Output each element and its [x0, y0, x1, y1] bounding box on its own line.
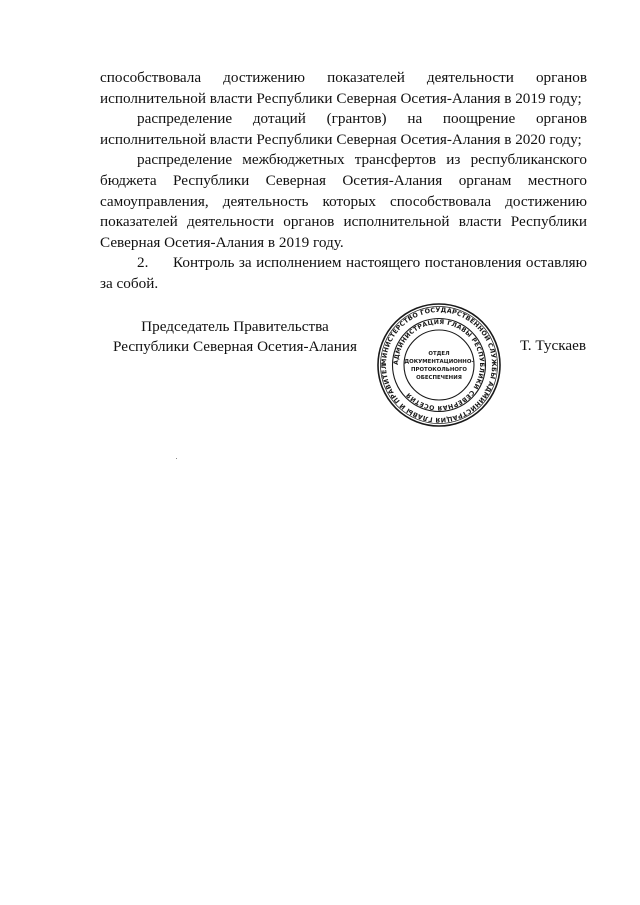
item-number: 2. — [137, 254, 149, 272]
paragraph-1: способствовала достижению показателей деятельности органов исполнительной власти Республики Северная Осетия-Алания в 2019 году; — [100, 69, 587, 107]
seal-center-line-3: ПРОТОКОЛЬНОГО — [411, 367, 467, 373]
seal-center-line-2: ДОКУМЕНТАЦИОННО- — [404, 359, 474, 365]
document-body — [100, 68, 587, 295]
paragraph-item-2 — [100, 253, 587, 294]
paragraph-2: распределение дотаций (грантов) на поощрение органов исполнительной власти Республики Северная Осетия-Алания в 2020 году; — [100, 110, 587, 148]
seal-center-line-1: ОТДЕЛ — [428, 351, 450, 357]
seal-icon — [376, 302, 502, 428]
paragraph-3: распределение межбюджетных трансфертов из республиканского бюджета Республики Северная Осетия-Алания органам местного самоуправления, деятельность которых способствовала достижению показателей деятельности органов исполнительной власти Республики Северная Осетия-Алания в 2019 году. — [100, 151, 587, 251]
signatory-title — [105, 317, 365, 357]
seal-outer-text: МИНИСТЕРСТВО ГОСУДАРСТВЕННОЙ СЛУЖБЫ АДМИНИСТРАЦИЯ ГЛАВЫ И ПРАВИТЕЛ — [379, 305, 499, 425]
signatory-title-line-1: Председатель Правительства — [141, 318, 329, 335]
signatory-name: Т. Тускаев — [520, 337, 587, 354]
seal-inner-text: АДМИНИСТРАЦИЯ ГЛАВЫ РЕСПУБЛИКИ СЕВЕРНАЯ ОСЕТИЯ — [392, 318, 486, 412]
item-text: Контроль за исполнением настоящего постановления оставляю за собой. — [100, 254, 587, 292]
signatory-title-line-2: Республики Северная Осетия-Алания — [112, 338, 358, 355]
scan-speck — [176, 458, 177, 459]
official-seal-stamp — [376, 302, 502, 428]
seal-center-line-4: ОБЕСПЕЧЕНИЯ — [416, 375, 462, 381]
